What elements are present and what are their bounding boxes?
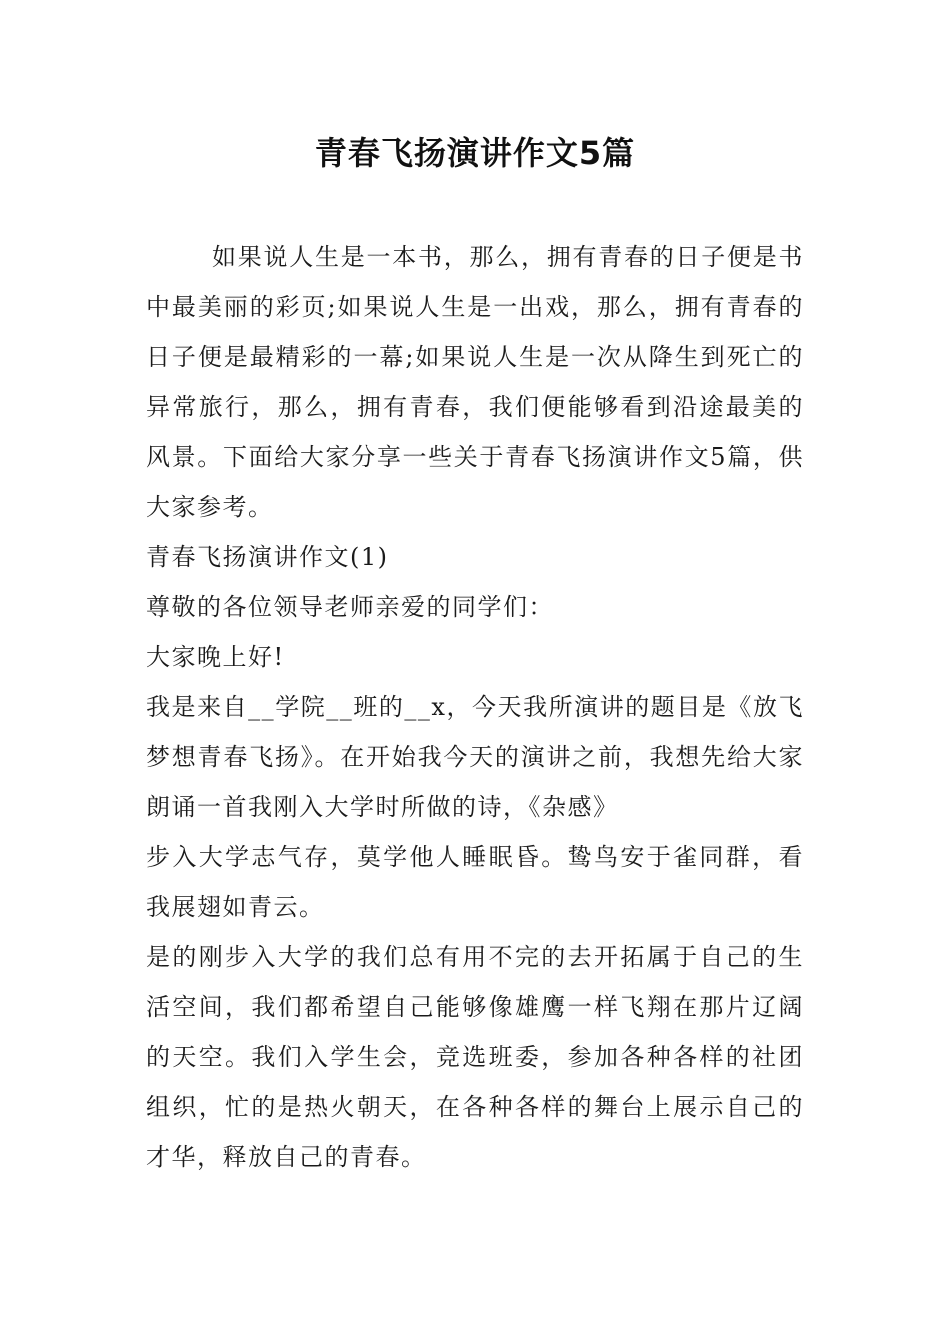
greeting-paragraph: 大家晚上好! — [146, 643, 285, 671]
document-title: 青春飞扬演讲作文5篇 — [314, 134, 636, 172]
intro-paragraph: 如果说人生是一本书，那么，拥有青春的日子便是书中最美丽的彩页;如果说人生是一出戏，那么，拥有青春的日子便是最精彩的一幕;如果说人生是一次从降生到死亡的异常旅行，那么，拥有青春，我们便能够看到沿途最美的风景。下面给大家分享一些关于青春飞扬演讲作文5篇，供大家参考。 — [146, 243, 804, 521]
poem-paragraph: 步入大学志气存，莫学他人睡眠昏。鸷鸟安于雀同群，看我展翅如青云。 — [146, 843, 804, 921]
document-body — [146, 232, 804, 1182]
speech-paragraph: 我是来自__学院__班的__x，今天我所演讲的题目是《放飞梦想青春飞扬》。在开始我今天的演讲之前，我想先给大家朗诵一首我刚入大学时所做的诗，《杂感》 — [146, 693, 804, 821]
section-heading: 青春飞扬演讲作文(1) — [146, 543, 389, 571]
speech-paragraph: 是的刚步入大学的我们总有用不完的去开拓属于自己的生活空间，我们都希望自己能够像雄鹰一样飞翔在那片辽阔的天空。我们入学生会，竞选班委，参加各种各样的社团组织，忙的是热火朝天，在各种各样的舞台上展示自己的才华，释放自己的青春。 — [146, 943, 804, 1171]
salutation-paragraph: 尊敬的各位领导老师亲爱的同学们： — [146, 593, 554, 621]
